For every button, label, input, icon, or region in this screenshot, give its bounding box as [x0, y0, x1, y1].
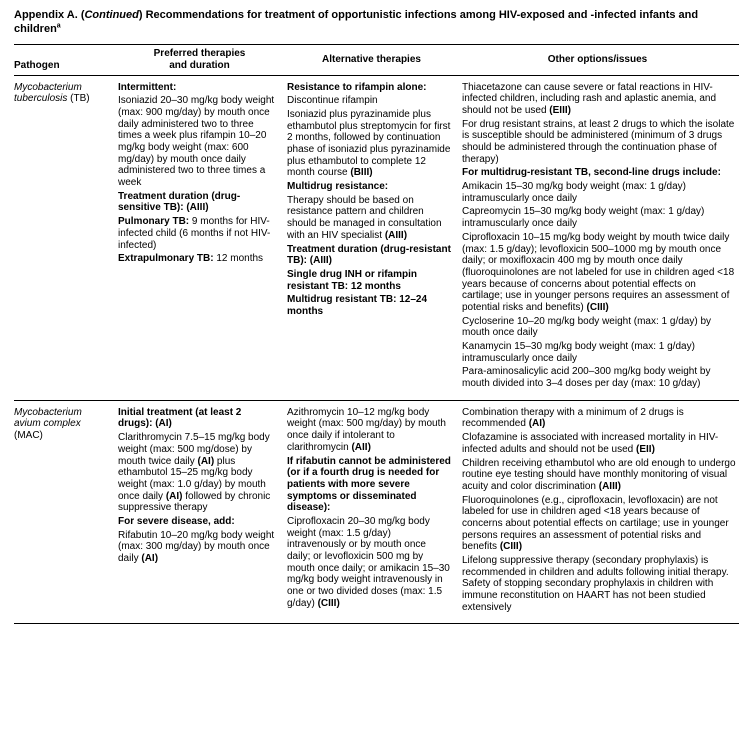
paragraph: [287, 95, 452, 107]
text-run: (AIII): [384, 229, 408, 241]
text-run: Treatment duration (drug-resistant TB): (AIII): [287, 243, 451, 267]
header-row: [14, 44, 739, 75]
text-run: Isoniazid 20–30 mg/kg body weight (max: 900 mg/day) by mouth once daily administered two to three times a week plus rifampin 10–20 mg/kg body weight (max: 600 mg/day) by mouth once daily administered two to three times a week: [118, 95, 275, 189]
text-run: (EIII): [549, 104, 571, 116]
text-run: Ciprofloxacin 10–15 mg/kg body weight by mouth twice daily (max: 1.5 g/day); levofloxicin 500–1000 mg by mouth once daily; or moxifloxacin 400 mg by mouth once daily (fluoroquinolones are not labeled for use in children aged <18 years because of concerns about potential effects on cartilage; use in younger persons requires an assessment of potential risks and benefits): [462, 231, 735, 313]
paragraph: [462, 119, 737, 166]
text-run: (MAC): [14, 430, 43, 442]
text-run: Cycloserine 10–20 mg/kg body weight (max: 1 g/day) by mouth once daily: [462, 315, 712, 339]
paragraph: [462, 316, 737, 339]
paragraph: [118, 530, 277, 565]
paragraph: [287, 109, 452, 179]
text-run: For drug resistant strains, at least 2 drugs to which the isolate is susceptible should be administered (minimum of 3 drugs should be administered through the continuation phase of therapy): [462, 118, 735, 165]
paragraph: [462, 495, 737, 553]
text-run: Children receiving ethambutol who are old enough to undergo routine eye testing should have monthly monitoring of visual acuity and color discrimination: [462, 457, 736, 492]
paragraph: [118, 407, 277, 430]
text-run: Therapy should be based on resistance pattern and children should be managed in consultation with an HIV specialist: [287, 194, 442, 241]
text-run: (AI): [165, 490, 183, 502]
paragraph: [462, 181, 737, 204]
alternative-cell: [287, 75, 462, 400]
col-header-alternative: [287, 44, 462, 75]
paragraph: [462, 458, 737, 493]
text-run: Multidrug resistance:: [287, 181, 389, 193]
other-cell: [462, 400, 739, 624]
text-run: Mycobacterium avium complex: [14, 406, 82, 430]
paragraph: [462, 206, 737, 229]
paragraph: [118, 191, 277, 214]
text-run: Treatment duration (drug-sensitive TB): (AIII): [118, 190, 241, 214]
paragraph: [462, 366, 737, 389]
paragraph: [118, 432, 277, 514]
text-run: Clofazamine is associated with increased mortality in HIV-infected adults and should not be used: [462, 432, 719, 455]
text-run: Rifabutin 10–20 mg/kg body weight (max: 300 mg/day) by mouth once daily: [118, 529, 275, 565]
title-rest: ) Recommendations for treatment of opportunistic infections among HIV-exposed and -infected infants and children: [14, 9, 699, 36]
text-run: For multidrug-resistant TB, second-line drugs include:: [462, 167, 721, 179]
paragraph: [118, 95, 277, 189]
text-run: If rifabutin cannot be administered (or if a fourth drug is needed for patients with more severe symptoms or disseminated disease):: [287, 455, 451, 514]
alternative-cell: [287, 400, 462, 624]
text-run: plus ethambutol 15–25 mg/kg body weight (max: 1.0 g/day) by mouth once daily: [118, 455, 266, 502]
text-run: (TB): [67, 93, 90, 105]
paragraph: [462, 82, 737, 117]
text-run: 12 months: [213, 253, 264, 265]
text-run: Initial treatment (at least 2 drugs): (AI): [118, 406, 242, 430]
preferred-cell: [118, 75, 287, 400]
col-header-other: [462, 44, 739, 75]
text-run: Azithromycin 10–12 mg/kg body weight (max: 500 mg/day) by mouth once daily if intolerant to clarithromycin: [287, 406, 446, 453]
title-continued-word: Continued: [84, 9, 139, 21]
paragraph: [462, 232, 737, 314]
text-run: (AIII): [598, 480, 621, 492]
text-run: Thiacetazone can cause severe or fatal reactions in HIV-infected children, including rash and aplastic anemia, and should not be used: [462, 81, 717, 116]
text-run: Mycobacterium tuberculosis: [14, 81, 82, 105]
col-header-pathogen: [14, 44, 118, 75]
text-run: Resistance to rifampin alone:: [287, 81, 427, 93]
paragraph: [287, 269, 452, 292]
paragraph: [118, 516, 277, 528]
paragraph: [287, 195, 452, 242]
col-header-preferred: [118, 44, 287, 75]
paragraph: [287, 82, 452, 94]
paragraph: [462, 432, 737, 455]
text-run: Isoniazid plus pyrazinamide plus ethambutol plus streptomycin for first 2 months, followed by continuation phase of isoniazid plus pyrazinamide plus ethambutol to complete 12 month course: [287, 108, 451, 179]
text-run: (CIII): [317, 597, 340, 609]
col-header-other-label: Other options/issues: [547, 53, 648, 65]
text-run: (CIII): [499, 541, 523, 553]
text-run: Single drug INH or rifampin resistant TB: 12 months: [287, 268, 418, 292]
text-run: Lifelong suppressive therapy (secondary prophylaxis) is recommended in children and adults following initial therapy. Safety of stopping secondary prophylaxis in children with immune reconstitution on HAART has not been studied extensively: [462, 555, 729, 613]
col-header-preferred-line1: Preferred therapies: [153, 47, 246, 59]
text-run: (AII): [351, 441, 371, 453]
other-cell: [462, 75, 739, 400]
page-title: [14, 8, 739, 37]
treatment-table: [14, 44, 739, 625]
paragraph: [14, 82, 108, 105]
paragraph: [287, 516, 452, 610]
text-run: Capreomycin 15–30 mg/kg body weight (max: 1 g/day) intramuscularly once daily: [462, 206, 705, 230]
paragraph: [118, 253, 277, 265]
preferred-cell: [118, 400, 287, 624]
text-run: (CIII): [586, 301, 609, 313]
paragraph: [118, 216, 277, 251]
paragraph: [462, 167, 737, 179]
text-run: For severe disease, add:: [118, 515, 235, 527]
text-run: (EII): [636, 443, 655, 455]
paragraph: [287, 456, 452, 514]
paragraph: [462, 341, 737, 364]
paragraph: [462, 555, 737, 613]
text-run: Intermittent:: [118, 81, 177, 93]
pathogen-cell: [14, 75, 118, 400]
text-run: Fluoroquinolones (e.g., ciprofloxacin, levofloxacin) are not labeled for use in children aged <18 years because of concerns about potential effects on cartilage; use in younger persons requires an assessment of potential risks and benefits: [462, 494, 729, 553]
paragraph: [118, 82, 277, 94]
text-run: Pulmonary TB:: [118, 216, 190, 228]
title-prefix: Appendix A. (: [14, 9, 85, 21]
text-run: Multidrug resistant TB: 12–24 months: [287, 294, 428, 317]
paragraph: [14, 407, 108, 442]
text-run: (AI): [141, 553, 159, 565]
text-run: Extrapulmonary TB:: [118, 253, 214, 265]
text-run: (AI): [528, 418, 546, 430]
col-header-alternative-label: Alternative therapies: [322, 53, 421, 65]
title-footnote-marker: a: [56, 22, 61, 30]
paragraph: [287, 181, 452, 193]
text-run: Para-aminosalicylic acid 200–300 mg/kg body weight by mouth divided into 3–4 doses per day (max: 10 g/day): [462, 366, 711, 390]
table-row: [14, 75, 739, 400]
text-run: Kanamycin 15–30 mg/kg body weight (max: 1 g/day) intramuscularly once daily: [462, 341, 695, 364]
text-run: 9 months for HIV-infected child (6 months if not HIV-infected): [118, 216, 271, 251]
paragraph: [462, 407, 737, 430]
pathogen-cell: [14, 400, 118, 624]
text-run: Amikacin 15–30 mg/kg body weight (max: 1 g/day) intramuscularly once daily: [462, 181, 686, 204]
text-run: followed by chronic suppressive therapy: [118, 490, 271, 514]
text-run: Clarithromycin 7.5–15 mg/kg body weight (max: 500 mg/dose) by mouth twice daily: [118, 432, 270, 467]
col-header-pathogen-label: Pathogen: [14, 59, 60, 71]
text-run: Combination therapy with a minimum of 2 drugs is recommended: [462, 406, 684, 430]
text-run: Ciprofloxacin 20–30 mg/kg body weight (max: 1.5 g/day) intravenously or by mouth once daily; or levofloxicin 500 mg by mouth once daily; or amikacin 15–30 mg/kg body weight intravenously in one or two divided doses (max: 1.5 g/day): [287, 515, 450, 609]
col-header-preferred-line2: and duration: [169, 59, 230, 71]
text-run: (BIII): [350, 167, 373, 179]
text-run: (AI): [197, 455, 215, 467]
table-body: [14, 75, 739, 624]
table-row: [14, 400, 739, 624]
paragraph: [287, 294, 452, 317]
paragraph: [287, 244, 452, 267]
paragraph: [287, 407, 452, 454]
text-run: Discontinue rifampin: [287, 95, 378, 107]
